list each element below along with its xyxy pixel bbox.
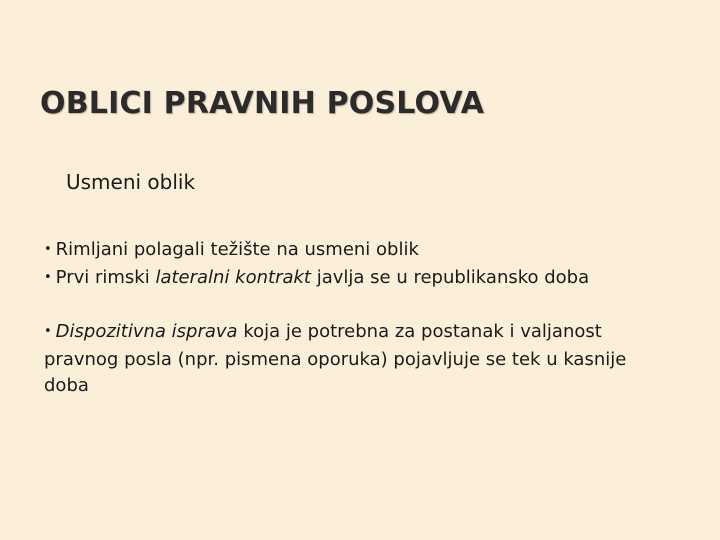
bullet-list <box>44 237 644 399</box>
bullet-marker: • <box>44 242 52 257</box>
bullet-marker: • <box>44 324 52 339</box>
bullet-text: Rimljani polagali težište na usmeni oblik <box>55 239 419 260</box>
bullet-text-after: koja je potrebna za postanak i valjanost pravnog posla (npr. pismena oporuka) pojavljuje se tek u kasnije doba <box>44 321 627 396</box>
bullet-text-before: Prvi rimski <box>55 267 156 288</box>
bullet-item-3 <box>44 319 644 399</box>
bullet-text-italic: lateralni kontrakt <box>155 267 311 288</box>
bullet-marker: • <box>44 270 52 285</box>
slide-subtitle: Usmeni oblik <box>66 170 196 194</box>
bullet-text-after: javlja se u republikansko doba <box>311 267 590 288</box>
bullet-item-2 <box>44 265 644 293</box>
slide-title: OBLICI PRAVNIH POSLOVA <box>40 86 485 121</box>
bullet-item-1 <box>44 237 644 265</box>
bullet-text-italic: Dispozitivna isprava <box>55 321 238 342</box>
